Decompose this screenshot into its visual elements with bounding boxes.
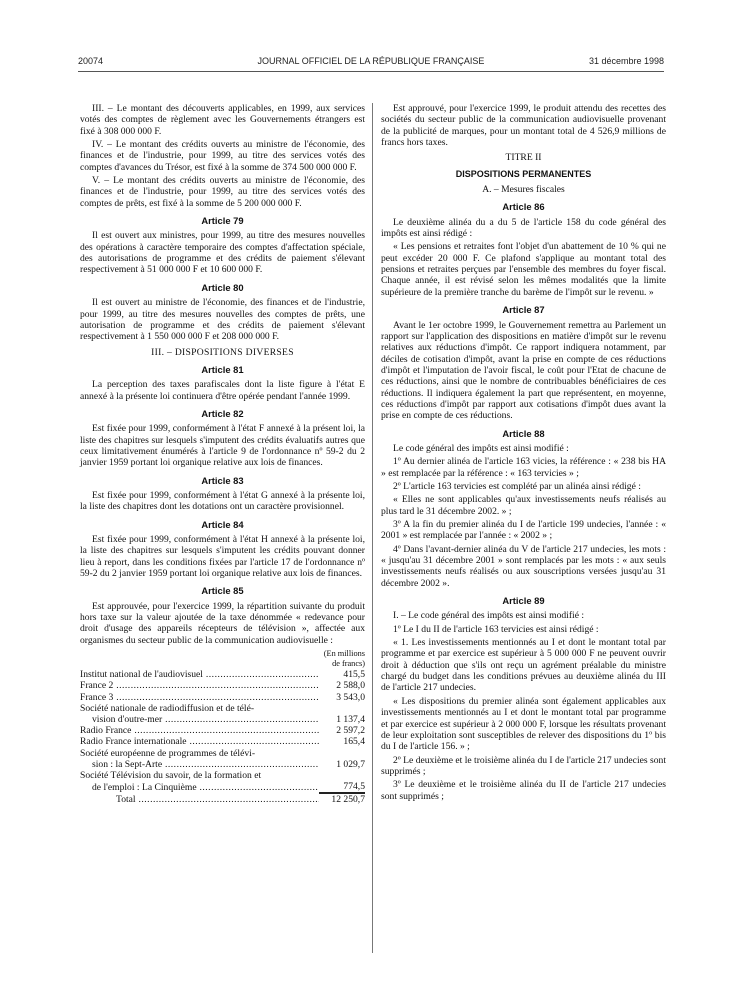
row-value: 1 137,4 (336, 713, 365, 725)
page-header (78, 56, 664, 70)
article-89-p3: « 1. Les investissements mentionnés au I et dont le montant total par programme et par exercice est supérieur à 5 000 000 F ne peuvent ouvrir droit à déduction que s'ils ont reçu un agrément préalable du ministre chargé du budget dans les conditions prévues au deuxième alinéa du III de l'article 217 undecies. (381, 637, 666, 694)
row-label: France 2 ..... (80, 680, 319, 691)
article-79-title: Article 79 (201, 215, 244, 227)
table-row (80, 759, 365, 770)
row-value: 2 597,2 (336, 725, 365, 737)
titre-heading: TITRE II (505, 152, 542, 164)
table-row (80, 692, 365, 703)
article-88-p5: 3º A la fin du premier alinéa du I de l'article 199 undecies, l'année : « 2001 » est remplacée par l'année : « 2002 » ; (381, 519, 666, 542)
article-89-p5: 2º Le deuxième et le troisième alinéa du I de l'article 217 undecies sont supprimés ; (381, 754, 666, 777)
row-label: Total ..... (80, 794, 319, 805)
right-column (381, 103, 666, 804)
article-86-p1: Le deuxième alinéa du a du 5 de l'article 158 du code général des impôts est ainsi rédigé : (381, 216, 666, 240)
table-total-row (80, 793, 365, 805)
intro-paragraph: Est approuvé, pour l'exercice 1999, le produit attendu des recettes des sociétés du secteur public de la communication audiovisuelle provenant de la publicité de marques, pour un montant total de 4 526,9 millions de francs hors taxes. (381, 103, 666, 149)
row-label: Radio France internationale ..... (80, 736, 319, 747)
article-82-title: Article 82 (201, 407, 244, 419)
article-89-title: Article 89 (502, 595, 545, 607)
table-row (80, 703, 365, 714)
table-row (80, 736, 365, 747)
header-rule (78, 71, 664, 72)
article-87-title: Article 87 (502, 304, 545, 316)
row-label: Radio France ..... (80, 725, 319, 736)
paragraph-iv: IV. – Le montant des crédits ouverts au ministre de l'économie, des finances et de l'industrie, pour 1999, au titre des services votés des comptes d'avances du Trésor, est fixé à la somme de 374 500 000 000 F. (80, 139, 365, 173)
table-row (80, 770, 365, 781)
subsection-heading: A. – Mesures fiscales (482, 184, 565, 196)
left-column (80, 103, 365, 806)
row-label: Société nationale de radiodiffusion et de télé- (80, 702, 255, 714)
table-unit-line-2: de francs) (332, 658, 365, 668)
table-row (80, 680, 365, 691)
row-value: 3 543,0 (336, 691, 365, 703)
dispositions-heading: DISPOSITIONS PERMANENTES (455, 168, 592, 179)
article-79-text: Il est ouvert aux ministres, pour 1999, au titre des mesures nouvelles des opérations à caractère temporaire des comptes d'affectation spéciale, des autorisations de programme et des crédits de paiement s'élevant respectivement à 51 000 000 F et 10 600 000 F. (80, 230, 365, 276)
row-label: Société Télévision du savoir, de la formation et (80, 769, 262, 781)
article-86-p2: « Les pensions et retraites font l'objet d'un abattement de 10 % qui ne peut excéder 20 000 F. Ce plafond s'applique au montant total des pensions et retraites perçues par l'ensemble des membres du foyer fiscal. Chaque année, il est révisé selon les mêmes modalités que la limite supérieure de la première tranche du barème de l'impôt sur le revenu. » (381, 241, 666, 298)
paragraph-iii: III. – Le montant des découverts applicables, en 1999, aux services votés des comptes de règlement avec les Gouvernements étrangers est fixé à 308 000 000 F. (80, 103, 365, 137)
article-89-p2: 1º Le I du II de l'article 163 tervicies est ainsi rédigé : (393, 623, 599, 635)
table-row (80, 714, 365, 725)
redevance-table (80, 669, 365, 805)
paragraph-v: V. – Le montant des crédits ouverts au ministre de l'économie, des finances et de l'industrie, pour 1999, au titre des services votés des comptes de prêts, est fixé à la somme de 5 200 000 000 F. (80, 175, 365, 209)
row-label: de l'emploi : La Cinquième ..... (80, 782, 319, 793)
article-87-text: Avant le 1er octobre 1999, le Gouvernement remettra au Parlement un rapport sur l'application des dispositions en matière d'impôt sur le revenu relatives aux réductions d'impôt. Ce rapport indiquera notamment, par déciles de cotisation d'impôt, avant la prise en compte de ces réductions d'impôt et l'imputation de l'avoir fiscal, le coût pour l'Etat de chacune de ces réductions, ainsi que le nombre de contribuables bénéficiaires de ces réductions. Il indiquera également la part que représentent, en moyenne, ces réductions d'impôt par rapport aux cotisations d'impôt dues avant la prise en compte de ces réductions. (381, 319, 666, 422)
article-84-title: Article 84 (201, 518, 244, 530)
article-85-title: Article 85 (201, 585, 244, 597)
table-unit (80, 649, 365, 668)
article-88-p6: 4º Dans l'avant-dernier alinéa du V de l'article 217 undecies, les mots : « jusqu'au 31 décembre 2001 » sont remplacés par les mots : « aux seuls investissements neufs réalisés ou aux souscriptions versées jusqu'au 31 décembre 2002 ». (381, 543, 666, 589)
article-81-title: Article 81 (201, 363, 244, 375)
article-86-title: Article 86 (502, 201, 545, 213)
article-83-title: Article 83 (201, 474, 244, 486)
row-label: sion : la Sept-Arte ..... (80, 759, 319, 770)
article-88-p2: 1º Au dernier alinéa de l'article 163 vicies, la référence : « 238 bis HA » est remplacée par la référence : « 163 tervicies » ; (381, 456, 666, 479)
issue-date: 31 décembre 1998 (588, 56, 664, 66)
row-label: vision d'outre-mer ..... (80, 714, 319, 725)
table-row (80, 669, 365, 680)
table-row (80, 725, 365, 736)
article-82-text: Est fixée pour 1999, conformément à l'état F annexé à la présent loi, la liste des chapitres sur lesquels s'imputent des crédits évaluatifs autres que ceux limitativement énumérés à l'article 9 de l'ordonnance nº 59-2 du 2 janvier 1959 portant loi organique relative aux lois de finances. (80, 423, 365, 469)
page-number: 20074 (78, 56, 104, 66)
article-89-p1: I. – Le code général des impôts est ainsi modifié : (393, 610, 585, 622)
article-85-text: Est approuvée, pour l'exercice 1999, la répartition suivante du produit hors taxe sur la valeur ajoutée de la taxe dénommée « redevance pour droit d'usage des appareils récepteurs de télévision », affectée aux organismes du secteur public de la communication audiovisuelle : (80, 600, 365, 646)
journal-title: JOURNAL OFFICIEL DE LA RÉPUBLIQUE FRANÇAISE (257, 56, 485, 66)
table-row (80, 748, 365, 759)
article-88-p3: 2º L'article 163 tervicies est complété par un alinéa ainsi rédigé : (393, 480, 641, 492)
article-88-p4: « Elles ne sont applicables qu'aux investissements neufs réalisés au plus tard le 31 décembre 2002. » ; (381, 494, 666, 517)
article-83-text: Est fixée pour 1999, conformément à l'état G annexé à la présente loi, la liste des chapitres dont les dotations ont un caractère provisionnel. (80, 489, 365, 513)
section-title: III. – DISPOSITIONS DIVERSES (151, 346, 294, 358)
row-label: Société européenne de programmes de télévi- (80, 747, 256, 759)
row-value: 2 588,0 (336, 680, 365, 692)
row-value: 415,5 (343, 669, 365, 681)
row-value: 12 250,7 (319, 793, 365, 805)
article-88-title: Article 88 (502, 427, 545, 439)
row-value: 165,4 (343, 736, 365, 748)
article-89-p4: « Les dispositions du premier alinéa sont également applicables aux investissements mentionnés au I et dont le montant total par programme et par exercice est supérieur à 2 000 000 F, lorsque les résultats provenant de leur exploitation sont susceptibles de relever des dispositions du 1º bis du I de l'article 156. » ; (381, 695, 666, 753)
article-80-text: Il est ouvert au ministre de l'économie, des finances et de l'industrie, pour 1999, au titre des mesures nouvelles des comptes de prêts, une autorisation de programme et des crédits de paiement s'élevant respectivement à 1 550 000 000 F et 208 000 000 F. (80, 297, 365, 343)
table-row (80, 781, 365, 793)
row-label: Institut national de l'audiovisuel ..... (80, 669, 319, 680)
article-88-p1: Le code général des impôts est ainsi modifié : (393, 442, 569, 454)
row-value: 1 029,7 (336, 758, 365, 770)
row-value: 774,5 (319, 781, 365, 793)
table-unit-line-1: (En millions (323, 649, 365, 659)
article-81-text: La perception des taxes parafiscales dont la liste figure à l'état E annexé à la présente loi continuera d'être opérée pendant l'année 1999. (80, 379, 365, 402)
article-80-title: Article 80 (201, 281, 244, 293)
row-label: France 3 ..... (80, 692, 319, 703)
column-divider (372, 103, 373, 953)
article-84-text: Est fixée pour 1999, conformément à l'état H annexé à la présente loi, la liste des chapitres sur lesquels s'imputent les crédits pouvant donner lieu à report, dans les conditions fixées par l'article 17 de l'ordonnance nº 59-2 du 2 janvier 1959 portant loi organique relative aux lois de finances. (80, 534, 365, 580)
article-89-p6: 3º Le deuxième et le troisième alinéa du II de l'article 217 undecies sont supprimés ; (381, 779, 666, 802)
